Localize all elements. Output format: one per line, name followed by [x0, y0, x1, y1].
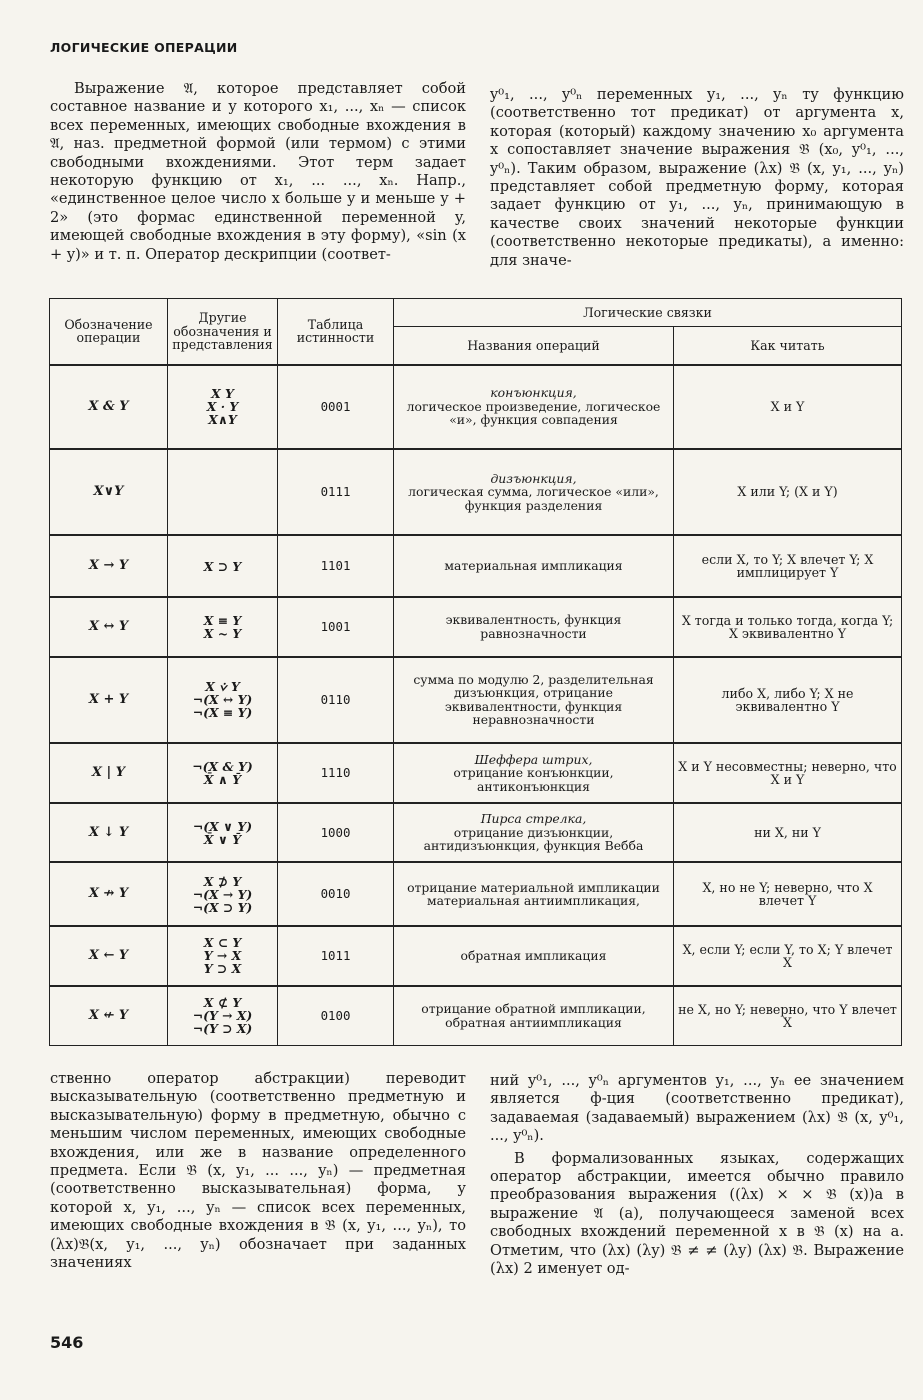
- cell-operation-names: [394, 743, 674, 803]
- notation: X̄ ∨ Ȳ: [203, 831, 242, 847]
- paragraph: Выражение 𝔄, которое представляет собой составное название и у которого x₁, ..., xₙ — список всех переменных, имеющих свободные вхождения в 𝔄, наз. предметной формой (или термом) с этими свободными вхождениями. Этот терм задает некоторую функцию от x₁, ... ..., xₙ. Напр., «единственное целое число x больше y и меньше y + 2» (это формас единственной переменной y, имеющей свободные вхождения в эту форму), «sin (x + y)» и т. п. Оператор дескрипции (соответ-: [50, 80, 466, 263]
- cell-how-to-read: X и Y: [674, 365, 902, 449]
- cell-operation: X ← Y: [50, 926, 168, 986]
- cell-other-notations: [168, 803, 278, 863]
- notation: X · Y: [206, 399, 239, 415]
- cell-operation: X + Y: [50, 657, 168, 743]
- cell-truth-table: 0110: [278, 657, 394, 743]
- cell-other-notations: [168, 535, 278, 597]
- table-row: [50, 862, 902, 926]
- cell-operation: X ↚ Y: [50, 986, 168, 1046]
- operation-name: эквивалентность, функция равнозначности: [445, 612, 622, 641]
- cell-operation-names: [394, 657, 674, 743]
- notation: ¬(X ⊃ Y): [192, 899, 253, 915]
- notation: X∧Y: [208, 412, 237, 428]
- table-row: [50, 743, 902, 803]
- notation: X ⊄ Y: [203, 995, 242, 1011]
- text-column-top-right: [490, 86, 904, 270]
- operation-name-italic: дизъюнкция,: [490, 470, 577, 486]
- operation-name: обратная импликация: [460, 948, 607, 964]
- table-row: [50, 986, 902, 1046]
- table-row: [50, 803, 902, 863]
- cell-other-notations: [168, 986, 278, 1046]
- notation: ¬(X & Y): [192, 758, 253, 774]
- table-row: [50, 597, 902, 657]
- cell-truth-table: 1110: [278, 743, 394, 803]
- operation-name-italic: конъюнкция,: [490, 385, 577, 401]
- operation-name: отрицание материальной импликации материальная антиимпликация,: [407, 879, 660, 909]
- notation: Y ⊃ X: [203, 961, 242, 977]
- cell-other-notations: [168, 743, 278, 803]
- header-how-to-read: Как читать: [674, 327, 902, 365]
- notation: X Y: [211, 386, 234, 402]
- table-body: [50, 365, 902, 1046]
- text-column-bottom-left: [50, 1070, 466, 1272]
- cell-how-to-read: X и Y несовместны; неверно, что X и Y: [674, 743, 902, 803]
- cell-operation: X ↛ Y: [50, 862, 168, 926]
- cell-other-notations: [168, 597, 278, 657]
- cell-other-notations: [168, 862, 278, 926]
- operation-name: отрицание дизъюнкции, антидизъюнкция, функция Вебба: [423, 824, 644, 854]
- logical-operations-table: [49, 298, 902, 1046]
- cell-truth-table: 1101: [278, 535, 394, 597]
- cell-operation: X∨Y: [50, 449, 168, 535]
- notation: X ⊂ Y: [203, 935, 242, 951]
- cell-how-to-read: либо X, либо Y; X не эквивалентно Y: [674, 657, 902, 743]
- cell-operation-names: [394, 597, 674, 657]
- cell-how-to-read: X, но не Y; неверно, что X влечет Y: [674, 862, 902, 926]
- operation-name-italic: Пирса стрелка,: [480, 811, 587, 827]
- cell-truth-table: 1000: [278, 803, 394, 863]
- paragraph: ственно оператор абстракции) переводит высказывательную (соответственно предметную и высказывательную) форму в предметную, обычно с меньшим числом переменных, имеющих свободные вхождения, или же в название определенного предмета. Если 𝔅 (x, y₁, ... ..., yₙ) — предметная (соответственно высказывательная) форма, у которой x, y₁, ..., yₙ — список всех переменных, имеющих свободные вхождения в 𝔅 (x, y₁, ..., yₙ), то (λx)𝔅(x, y₁, ..., yₙ) обозначает при заданных значениях: [50, 1070, 466, 1272]
- running-header: ЛОГИЧЕСКИЕ ОПЕРАЦИИ: [50, 40, 238, 55]
- table-row: [50, 365, 902, 449]
- operation-name-italic: Шеффера штрих,: [474, 751, 593, 767]
- cell-truth-table: 0010: [278, 862, 394, 926]
- operation-name: логическая сумма, логическое «или», функция разделения: [408, 484, 659, 513]
- table-row: [50, 926, 902, 986]
- cell-truth-table: 0001: [278, 365, 394, 449]
- cell-truth-table: 1001: [278, 597, 394, 657]
- header-designation: Обозначение операции: [50, 299, 168, 365]
- notation: ¬(X ↔ Y): [192, 692, 253, 708]
- cell-operation: X ↔ Y: [50, 597, 168, 657]
- cell-operation-names: [394, 862, 674, 926]
- cell-other-notations: [168, 657, 278, 743]
- cell-how-to-read: не X, но Y; неверно, что Y влечет X: [674, 986, 902, 1046]
- notation: ¬(X → Y): [192, 886, 253, 902]
- cell-how-to-read: X или Y; (X и Y): [674, 449, 902, 535]
- header-other-notations: Другие обозначения и представления: [168, 299, 278, 365]
- header-operation-names: Названия операций: [394, 327, 674, 365]
- operation-name: сумма по модулю 2, разделительная дизъюнкция, отрицание эквивалентности, функция неравнозначности: [413, 671, 654, 728]
- table-row: [50, 657, 902, 743]
- text-column-bottom-right: [490, 1072, 904, 1278]
- operation-name: материальная импликация: [444, 558, 623, 574]
- notation: X ⊃ Y: [203, 558, 242, 574]
- operation-name: отрицание обратной импликации, обратная антиимпликация: [421, 1001, 646, 1030]
- cell-how-to-read: ни X, ни Y: [674, 803, 902, 863]
- notation: ¬(X ∨ Y): [192, 818, 253, 834]
- cell-operation-names: [394, 986, 674, 1046]
- header-logical-connectives: Логические связки: [394, 299, 902, 327]
- cell-truth-table: 0100: [278, 986, 394, 1046]
- notation: X ~ Y: [203, 625, 242, 641]
- table-row: [50, 535, 902, 597]
- cell-other-notations: [168, 926, 278, 986]
- operation-name: отрицание конъюнкции, антиконъюнкция: [453, 765, 614, 794]
- cell-operation-names: [394, 803, 674, 863]
- cell-operation: X & Y: [50, 365, 168, 449]
- text-column-top-left: [50, 80, 466, 264]
- notation: ¬(Y → X): [192, 1008, 253, 1024]
- cell-truth-table: 0111: [278, 449, 394, 535]
- cell-truth-table: 1011: [278, 926, 394, 986]
- notation: ¬(Y ⊃ X): [192, 1021, 253, 1037]
- notation: X̄ ∧ Ȳ: [203, 771, 242, 787]
- notation: X ≡ Y: [203, 612, 242, 628]
- paragraph: ний y⁰₁, ..., y⁰ₙ аргументов y₁, ..., yₙ ее значением является ф-ция (соответственно предикат), задаваемая (задаваемый) выражением (λx) 𝔅 (x, y⁰₁, ..., y⁰ₙ).: [490, 1072, 904, 1145]
- notation: Y → X: [203, 948, 242, 964]
- cell-operation-names: [394, 535, 674, 597]
- cell-other-notations: [168, 449, 278, 535]
- cell-operation-names: [394, 926, 674, 986]
- cell-how-to-read: если X, то Y; X влечет Y; X имплицирует Y: [674, 535, 902, 597]
- cell-operation: X ↓ Y: [50, 803, 168, 863]
- page-number: 546: [50, 1333, 84, 1352]
- cell-operation-names: [394, 449, 674, 535]
- paragraph: В формализованных языках, содержащих оператор абстракции, имеется обычно правило преобразования выражения ((λx) × × 𝔅 (x))a в выражение 𝔄 (a), получающееся заменой всех свободных вхождений переменной x в 𝔅 (x) на a. Отметим, что (λx) (λy) 𝔅 ≠ ≠ (λy) (λx) 𝔅. Выражение (λx) 2 именует од-: [490, 1149, 904, 1278]
- cell-operation: X | Y: [50, 743, 168, 803]
- cell-how-to-read: X, если Y; если Y, то X; Y влечет X: [674, 926, 902, 986]
- cell-how-to-read: X тогда и только тогда, когда Y; X эквивалентно Y: [674, 597, 902, 657]
- notation: X ⩒ Y: [205, 679, 240, 695]
- table-row: [50, 449, 902, 535]
- notation: X ⊅ Y: [203, 873, 242, 889]
- cell-operation-names: [394, 365, 674, 449]
- cell-operation: X → Y: [50, 535, 168, 597]
- notation: ¬(X ≡ Y): [192, 705, 253, 721]
- operation-name: логическое произведение, логическое «и», функция совпадения: [406, 398, 661, 428]
- paragraph: y⁰₁, ..., y⁰ₙ переменных y₁, ..., yₙ ту функцию (соответственно тот предикат) от аргумента x, которая (который) каждому значению x₀ аргумента x сопоставляет значение выражения 𝔅 (x₀, y⁰₁, ..., y⁰ₙ). Таким образом, выражение (λx) 𝔅 (x, y₁, ..., yₙ) представляет собой предметную форму, которая задает функцию от y₁, ..., yₙ, принимающую в качестве своих значений некоторые функции (соответственно некоторые предикаты), а именно: для значе-: [490, 86, 904, 269]
- header-truth-table: Таблица истинности: [278, 299, 394, 365]
- cell-other-notations: [168, 365, 278, 449]
